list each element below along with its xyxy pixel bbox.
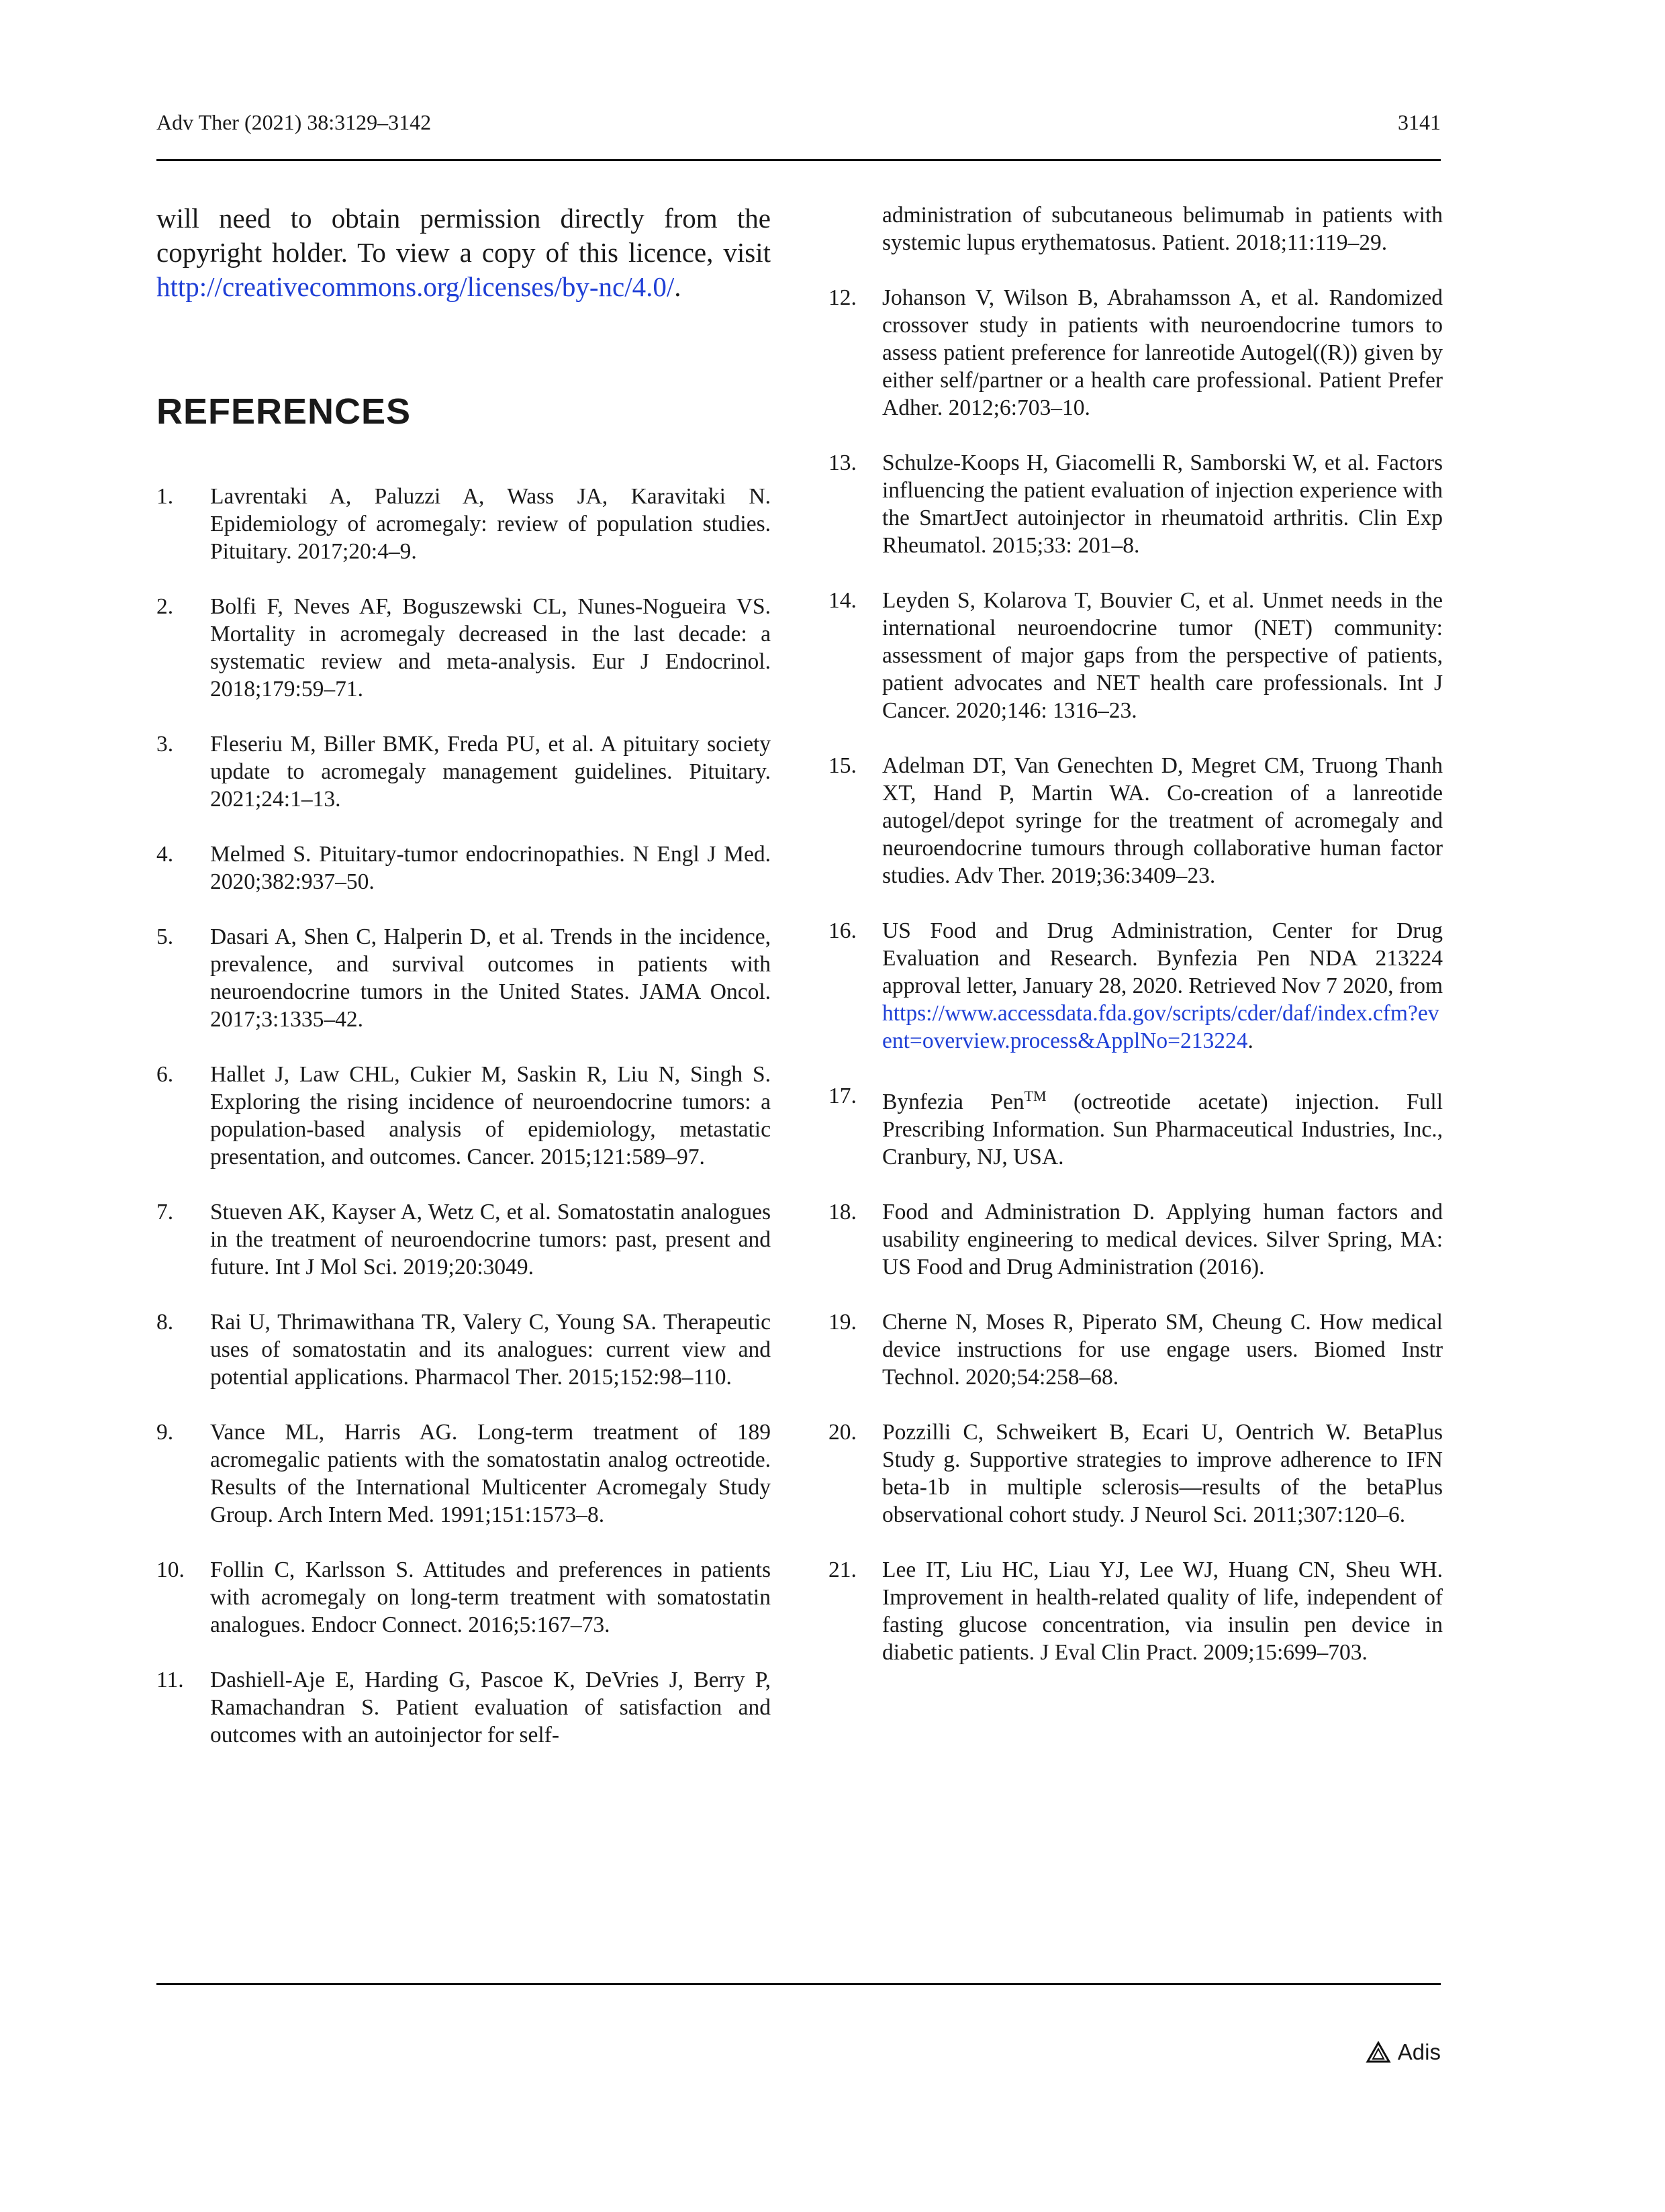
reference-number: 3. — [156, 732, 174, 757]
reference-text: Melmed S. Pituitary-tumor endocrinopathies. N Engl J Med. 2020;382:937–50. — [210, 842, 771, 894]
reference-number: 10. — [156, 1557, 185, 1582]
license-paragraph — [156, 201, 771, 304]
reference-number: 17. — [828, 1084, 857, 1108]
reference-number: 9. — [156, 1420, 174, 1445]
right-column — [828, 201, 1443, 1694]
reference-number: 18. — [828, 1200, 857, 1225]
reference-item — [156, 1061, 771, 1171]
reference-item — [828, 1308, 1443, 1391]
reference-11-continuation: administration of subcutaneous belimumab in patients with systemic lupus erythematosus. Patient. 2018;11:119–29. — [882, 203, 1443, 255]
reference-text: Dasari A, Shen C, Halperin D, et al. Trends in the incidence, prevalence, and survival outcomes in patients with neuroendocrine tumors in the United States. JAMA Oncol. 2017;3:1335–42. — [210, 924, 771, 1032]
reference-item — [828, 1198, 1443, 1281]
reference-item — [156, 593, 771, 703]
reference-number: 7. — [156, 1200, 174, 1224]
license-text: will need to obtain permission directly from the copyright holder. To view a copy of this licence, visit — [156, 203, 771, 268]
reference-item — [156, 1556, 771, 1639]
reference-number: 16. — [828, 918, 857, 943]
reference-text: Cherne N, Moses R, Piperato SM, Cheung C. How medical device instructions for use engage users. Biomed Instr Technol. 2020;54:258–68. — [882, 1310, 1443, 1390]
reference-number: 21. — [828, 1557, 857, 1583]
page-number: 3141 — [1398, 110, 1441, 134]
reference-number: 20. — [828, 1420, 857, 1445]
reference-item — [828, 1418, 1443, 1529]
reference-number: 5. — [156, 924, 174, 949]
publisher-name: Adis — [1397, 2039, 1441, 2064]
header-rule — [156, 159, 1441, 161]
reference-text: Lavrentaki A, Paluzzi A, Wass JA, Karavitaki N. Epidemiology of acromegaly: review of population studies. Pituitary. 2017;20:4–9. — [210, 484, 771, 564]
reference-number: 1. — [156, 484, 174, 509]
references-list-right — [828, 284, 1443, 1666]
reference-number: 15. — [828, 753, 857, 778]
reference-end: . — [1247, 1028, 1253, 1053]
reference-item — [156, 730, 771, 813]
license-link[interactable]: http://creativecommons.org/licenses/by-nc/4.0/ — [156, 271, 675, 302]
reference-number: 11. — [156, 1668, 184, 1692]
running-header — [156, 110, 1441, 137]
journal-citation: Adv Ther (2021) 38:3129–3142 — [156, 110, 432, 134]
reference-number: 8. — [156, 1310, 174, 1335]
reference-item — [156, 1308, 771, 1391]
reference-number: 6. — [156, 1062, 174, 1087]
reference-number: 19. — [828, 1310, 857, 1335]
reference-text: US Food and Drug Administration, Center for Drug Evaluation and Research. Bynfezia Pen NDA 213224 approval letter, January 28, 2020. Retrieved Nov 7 2020, from — [882, 918, 1443, 998]
reference-text: Vance ML, Harris AG. Long-term treatment of 189 acromegalic patients with the somatostatin analog octreotide. Results of the International Multicenter Acromegaly Study Group. Arch Intern Med. 1991;151:1573–8. — [210, 1420, 771, 1527]
reference-item — [828, 284, 1443, 422]
reference-item — [156, 840, 771, 896]
reference-item — [156, 483, 771, 565]
references-heading: REFERENCES — [156, 391, 412, 432]
reference-text: Hallet J, Law CHL, Cukier M, Saskin R, Liu N, Singh S. Exploring the rising incidence of neuroendocrine tumors: a population-based analysis of epidemiology, metastatic presentation, and outcomes. Cancer. 2015;121:589–97. — [210, 1062, 771, 1169]
reference-text: Pozzilli C, Schweikert B, Ecari U, Oentrich W. BetaPlus Study g. Supportive strategies to improve adherence to IFN beta-1b in multiple sclerosis—results of the betaPlus observational cohort study. J Neurol Sci. 2011;307:120–6. — [882, 1420, 1443, 1528]
footer-rule — [156, 1983, 1441, 1985]
reference-text: Bynfezia Pen — [882, 1090, 1025, 1115]
reference-number: 12. — [828, 285, 857, 310]
reference-number: 13. — [828, 450, 857, 475]
reference-item — [828, 1082, 1443, 1171]
reference-text: Stueven AK, Kayser A, Wetz C, et al. Somatostatin analogues in the treatment of neuroendocrine tumors: past, present and future. Int J Mol Sci. 2019;20:3049. — [210, 1200, 771, 1280]
reference-text: Bolfi F, Neves AF, Boguszewski CL, Nunes-Nogueira VS. Mortality in acromegaly decreased in the last decade: a systematic review and meta-analysis. Eur J Endocrinol. 2018;179:59–71. — [210, 594, 771, 702]
reference-text: Lee IT, Liu HC, Liau YJ, Lee WJ, Huang CN, Sheu WH. Improvement in health-related quality of life, independent of fasting glucose concentration, via insulin pen device in diabetic patients. J Eval Clin Pract. 2009;15:699–703. — [882, 1557, 1443, 1666]
reference-item — [156, 1666, 771, 1749]
publisher-footer — [1366, 2039, 1441, 2065]
reference-item — [156, 1418, 771, 1529]
reference-link[interactable]: https://www.accessdata.fda.gov/scripts/cder/daf/index.cfm?event=overview.process&ApplNo=213224 — [882, 1001, 1439, 1053]
reference-number: 14. — [828, 588, 857, 613]
reference-item — [156, 923, 771, 1033]
reference-item — [828, 917, 1443, 1055]
left-column — [156, 201, 771, 1776]
reference-text: Adelman DT, Van Genechten D, Megret CM, Truong Thanh XT, Hand P, Martin WA. Co-creation of a lanreotide autogel/depot syringe for the treatment of acromegaly and neuroendocrine tumours through collaborative human factor studies. Adv Ther. 2019;36:3409–23. — [882, 753, 1443, 888]
reference-item — [828, 449, 1443, 559]
reference-item — [828, 587, 1443, 724]
reference-text: Schulze-Koops H, Giacomelli R, Samborski W, et al. Factors influencing the patient evaluation of injection experience with the SmartJect autoinjector in rheumatoid arthritis. Clin Exp Rheumatol. 2015;33: 201–8. — [882, 450, 1443, 558]
reference-text: Fleseriu M, Biller BMK, Freda PU, et al. A pituitary society update to acromegaly management guidelines. Pituitary. 2021;24:1–13. — [210, 732, 771, 812]
reference-text: Rai U, Thrimawithana TR, Valery C, Young SA. Therapeutic uses of somatostatin and its analogues: current view and potential applications. Pharmacol Ther. 2015;152:98–110. — [210, 1310, 771, 1390]
reference-item — [828, 752, 1443, 889]
reference-text: Food and Administration D. Applying human factors and usability engineering to medical devices. Silver Spring, MA: US Food and Drug Administration (2016). — [882, 1200, 1443, 1280]
reference-text: (octreotide acetate) injection. Full Prescribing Information. Sun Pharmaceutical Industries, Inc., Cranbury, NJ, USA. — [882, 1090, 1443, 1170]
reference-item — [828, 1556, 1443, 1666]
reference-text: Dashiell-Aje E, Harding G, Pascoe K, DeVries J, Berry P, Ramachandran S. Patient evaluation of satisfaction and outcomes with an autoinjector for self- — [210, 1668, 771, 1747]
trademark-superscript: TM — [1024, 1088, 1047, 1104]
reference-text: Johanson V, Wilson B, Abrahamsson A, et al. Randomized crossover study in patients with neuroendocrine tumors to assess patient preference for lanreotide Autogel((R)) given by either self/partner or a health care professional. Patient Prefer Adher. 2012;6:703–10. — [882, 285, 1443, 420]
reference-number: 4. — [156, 842, 174, 867]
reference-text: Follin C, Karlsson S. Attitudes and preferences in patients with acromegaly on long-term treatment with somatostatin analogues. Endocr Connect. 2016;5:167–73. — [210, 1557, 771, 1637]
reference-item — [156, 1198, 771, 1281]
references-list-left — [156, 483, 771, 1749]
reference-number: 2. — [156, 594, 174, 619]
license-end: . — [674, 271, 681, 302]
reference-text: Leyden S, Kolarova T, Bouvier C, et al. Unmet needs in the international neuroendocrine tumor (NET) community: assessment of major gaps from the perspective of patients, patient advocates and NET health care professionals. Int J Cancer. 2020;146: 1316–23. — [882, 588, 1443, 723]
adis-triangle-icon — [1366, 2041, 1391, 2064]
